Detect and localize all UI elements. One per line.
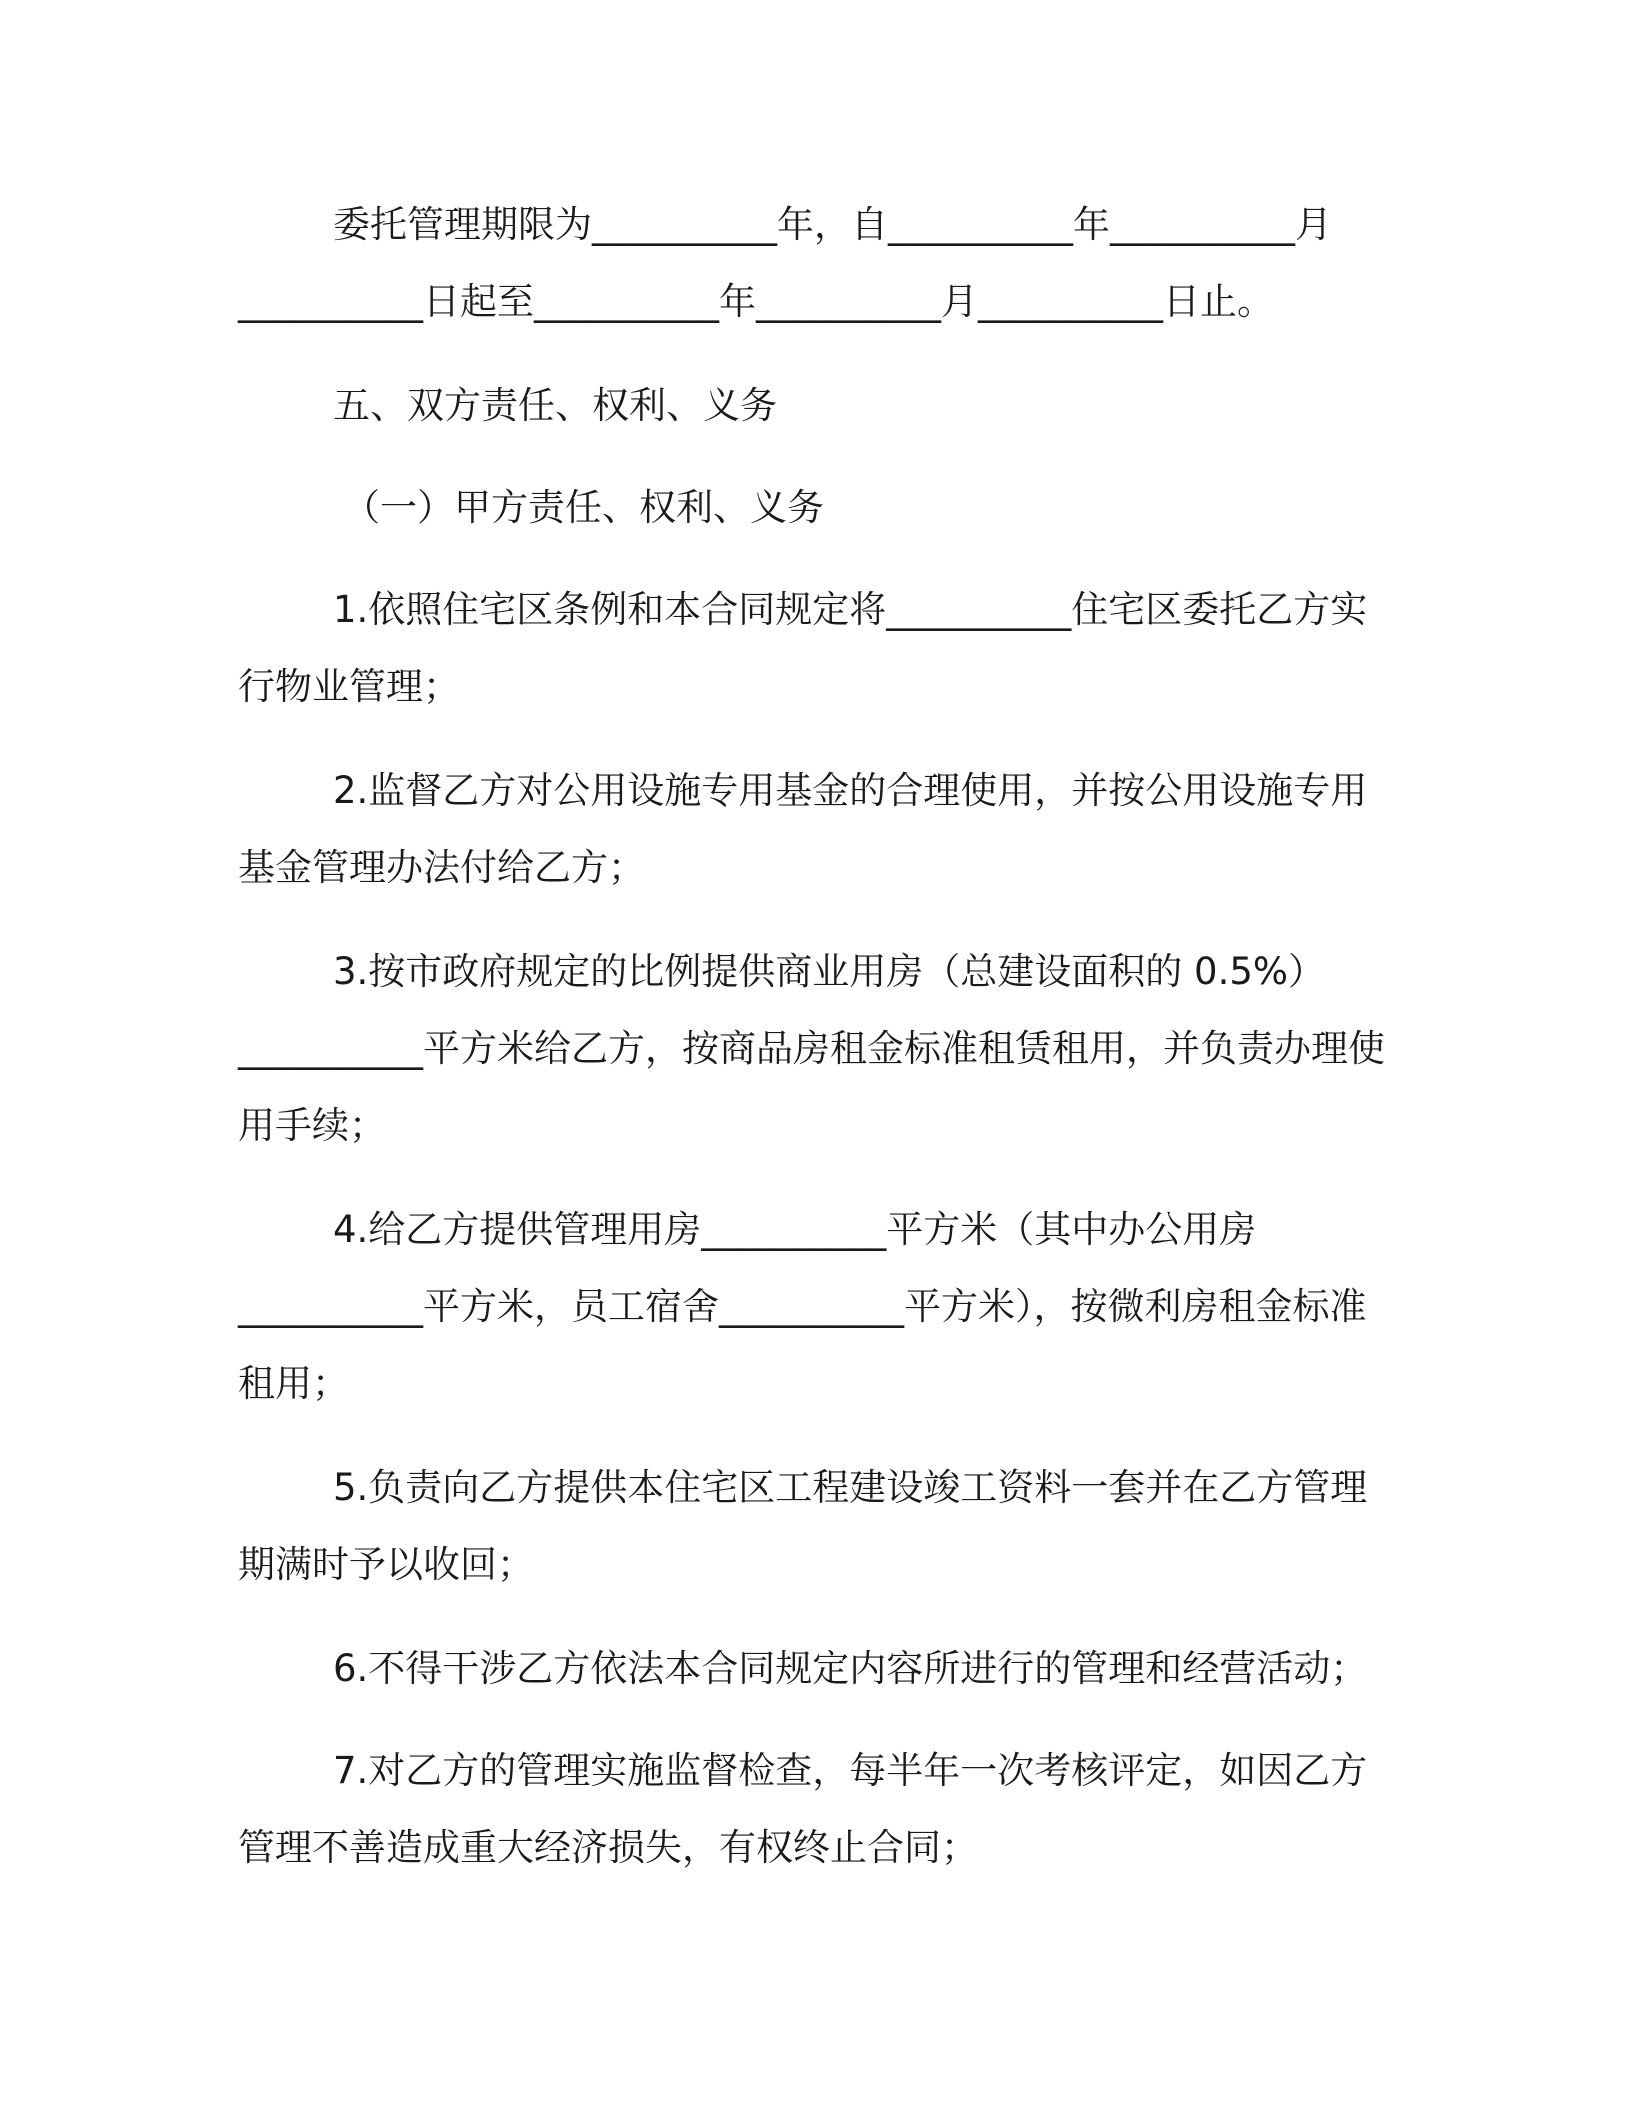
list-item-6: 6.不得干涉乙方依法本合同规定内容所进行的管理和经营活动； [333,1647,1368,1690]
list-item-2: 2.监督乙方对公用设施专用基金的合理使用，并按公用设施专用基金管理办法付给乙方； [238,769,1368,889]
document-body [238,186,1388,1913]
list-item-5: 5.负责向乙方提供本住宅区工程建设竣工资料一套并在乙方管理期满时予以收回； [238,1466,1368,1586]
subsection-heading-1: （一）甲方责任、权利、义务 [343,486,824,529]
list-item-1: 1.依照住宅区条例和本合同规定将__________住宅区委托乙方实行物业管理； [238,588,1368,708]
list-item-4: 4.给乙方提供管理用房__________平方米（其中办公用房__________平方米，员工宿舍__________平方米），按微利房租金标准租用； [238,1208,1367,1405]
list-item-7: 7.对乙方的管理实施监督检查，每半年一次考核评定，如因乙方管理不善造成重大经济损失，有权终止合同； [238,1749,1368,1869]
list-item-3: 3.按市政府规定的比例提供商业用房（总建设面积的 0.5%）__________平方米给乙方，按商品房租金标准租赁租用，并负责办理使用手续； [238,950,1385,1147]
paragraph-term: 委托管理期限为__________年，自__________年__________月__________日起至__________年__________月__________日止。 [238,203,1332,323]
section-heading-5: 五、双方责任、权利、义务 [333,384,777,427]
